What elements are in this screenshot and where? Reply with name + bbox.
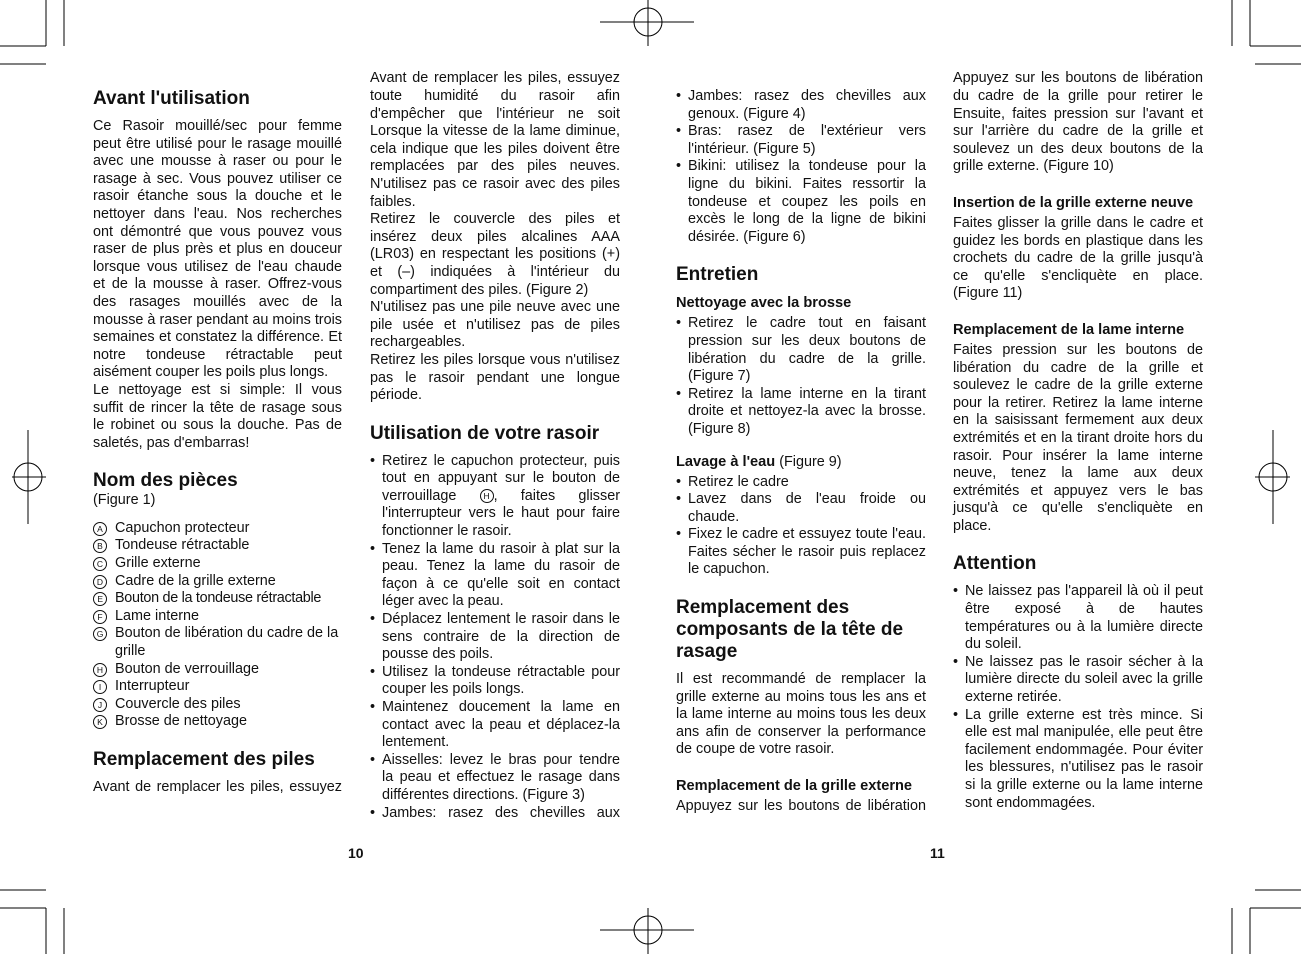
part-letter-h: H bbox=[93, 663, 107, 677]
list-item: • Aisselles: levez le bras pour tendre la peau et effectuez le rasage dans différentes directions. (Figure 3) bbox=[370, 752, 620, 805]
heading-remplacement-lame: Remplacement de la lame interne bbox=[953, 321, 1185, 338]
part-label: Bouton de verrouillage bbox=[115, 660, 260, 677]
part-item bbox=[93, 713, 342, 731]
heading-nom-pieces: Nom des pièces bbox=[93, 470, 238, 492]
column-4 bbox=[953, 70, 1203, 812]
heading-lavage-eau bbox=[676, 453, 926, 471]
list-item: • Lavez dans de l'eau froide ou chaude. bbox=[676, 491, 926, 526]
part-letter-d: D bbox=[93, 575, 107, 589]
part-item bbox=[93, 696, 342, 714]
lavage-figure-ref: (Figure 9) bbox=[775, 453, 842, 470]
list-item bbox=[370, 805, 620, 823]
list-item bbox=[370, 453, 620, 541]
heading-remplacement-composants: Remplacement des composants de la tête de rasage bbox=[676, 597, 904, 663]
utilisation-bullet-7: • Jambes: rasez des chevilles aux bbox=[382, 804, 620, 821]
parts-list bbox=[93, 520, 342, 731]
list-item: • La grille externe est très mince. Si elle est mal manipulée, elle peut être facilement endommagée. Pour éviter les blessures, n'utilisez pas le rasoir si la grille externe ou la lame interne sont endommagées. bbox=[953, 707, 1203, 813]
column-1 bbox=[93, 88, 342, 797]
part-label: Tondeuse rétractable bbox=[115, 537, 250, 554]
figure-ref-1: (Figure 1) bbox=[93, 492, 156, 509]
grille-paragraph-1-continued bbox=[953, 70, 1203, 105]
list-item: • Retirez le cadre bbox=[676, 474, 926, 492]
avant-paragraph-1: Ce Rasoir mouillé/sec pour femme peut être utilisé pour le rasage mouillé avec une mousse à raser ou pour le rasage à sec. Vous pouvez utiliser ce rasoir étanche sous la douche et le nettoyer dans l'eau. Nos recherches ont démontré que vous pouvez vous raser de plus près et plus en douceur lorsque vous utilisez de l'eau chaude et de la mousse à raser. Offrez-vous des rasages mouillés avec de la mousse à raser pendant au moins trois semaines et constatez la différence. Et notre tondeuse rétractable peut aisément couper les poils plus longs. bbox=[93, 118, 342, 381]
piles-paragraph-3: Retirez le couvercle des piles et insérez deux piles alcalines AAA (LR03) en respectant les positions (+) et (–) indiquées à l'intérieur du compartiment des piles. (Figure 2) bbox=[370, 211, 620, 298]
piles-paragraph-5: Retirez les piles lorsque vous n'utilisez pas le rasoir pendant une longue période. bbox=[370, 351, 620, 404]
part-label: Brosse de nettoyage bbox=[115, 713, 248, 730]
list-item: • Maintenez doucement la lame en contact avec la peau et déplacez-la lentement. bbox=[370, 699, 620, 752]
part-letter-k: K bbox=[93, 715, 107, 729]
utilisation-list bbox=[370, 453, 620, 822]
list-item: • Tenez la lame du rasoir à plat sur la peau. Tenez la lame du rasoir de façon à ce qu'elle soit en contact léger avec la peau. bbox=[370, 541, 620, 611]
list-item: • Bras: rasez de l'extérieur vers l'intérieur. (Figure 5) bbox=[676, 123, 926, 158]
composants-paragraph: Il est recommandé de remplacer la grille externe au moins tous les ans et la lame interne au moins tous les deux ans afin de conserver la performance de coupe de votre rasoir. bbox=[676, 671, 926, 758]
part-letter-c: C bbox=[93, 557, 107, 571]
heading-utilisation-rasoir: Utilisation de votre rasoir bbox=[370, 422, 600, 444]
lavage-list bbox=[676, 474, 926, 580]
part-item bbox=[93, 678, 342, 696]
part-label: Grille externe bbox=[115, 555, 201, 572]
list-item: • Jambes: rasez des chevilles aux genoux. (Figure 4) bbox=[676, 88, 926, 123]
utilisation-list-continued bbox=[676, 88, 926, 246]
heading-remplacement-grille: Remplacement de la grille externe bbox=[676, 778, 913, 795]
part-item bbox=[93, 590, 342, 608]
page-number-right: 11 bbox=[930, 845, 945, 861]
heading-insertion-grille: Insertion de la grille externe neuve bbox=[953, 194, 1194, 211]
utilisation-bullet-1b: , faites glisser l'interrupteur vers le haut pour faire fonctionner le rasoir. bbox=[382, 487, 620, 540]
part-label: Cadre de la grille externe bbox=[115, 572, 276, 589]
heading-attention: Attention bbox=[953, 553, 1037, 575]
list-item: • Fixez le cadre et essuyez toute l'eau. Faites sécher le rasoir puis replacez le capuchon. bbox=[676, 526, 926, 579]
list-item: • Bikini: utilisez la tondeuse pour la ligne du bikini. Faites ressortir la tondeuse et coupez les poils en excès le long de la ligne de bikini désirée. (Figure 6) bbox=[676, 158, 926, 246]
letter-h-badge: H bbox=[480, 489, 494, 503]
part-item bbox=[93, 537, 342, 555]
grille-paragraph-1: Appuyez sur les boutons de libération bbox=[676, 798, 926, 815]
column-2 bbox=[370, 70, 620, 822]
part-letter-a: A bbox=[93, 522, 107, 536]
lame-paragraph: Faites pression sur les boutons de libération du cadre de la grille et soulevez le cadre de la grille externe pour la retirer. Retirez la lame interne en la saisissant fermement aux deux extrémités et en la tirant droite hors du rasoir. Pour insérer la lame interne neuve, tenez la lame aux deux extrémités et appuyez vers le bas jusqu'à ce qu'elle s'encliquète en place. bbox=[953, 341, 1203, 534]
part-letter-i: I bbox=[93, 680, 107, 694]
part-label: Capuchon protecteur bbox=[115, 519, 250, 536]
part-item bbox=[93, 520, 342, 538]
heading-avant-utilisation: Avant l'utilisation bbox=[93, 88, 250, 109]
piles-paragraph-2: Lorsque la vitesse de la lame diminue, cela indique que les piles doivent être remplacées par des piles neuves. N'utilisez pas ce rasoir avec des piles faibles. bbox=[370, 123, 620, 210]
part-item bbox=[93, 573, 342, 591]
list-item: • Retirez la lame interne en la tirant droite et nettoyez-la avec la brosse. (Figure 8) bbox=[676, 386, 926, 439]
piles-paragraph-1-text: Avant de remplacer les piles, essuyez toute humidité du rasoir afin d'empêcher que l'intérieur ne soit bbox=[370, 70, 620, 122]
part-letter-e: E bbox=[93, 592, 107, 606]
list-item: • Retirez le cadre tout en faisant pression sur les deux boutons de libération du cadre de la grille. (Figure 7) bbox=[676, 315, 926, 385]
part-item bbox=[93, 625, 342, 660]
part-label: Lame interne bbox=[115, 607, 199, 624]
insertion-paragraph: Faites glisser la grille dans le cadre et guidez les bords en plastique dans les crochets du cadre de la grille jusqu'à ce qu'elle s'encliquète en place. (Figure 11) bbox=[953, 214, 1203, 302]
heading-remplacement-piles: Remplacement des piles bbox=[93, 749, 315, 770]
part-letter-f: F bbox=[93, 610, 107, 624]
brosse-list bbox=[676, 315, 926, 438]
part-label: Couvercle des piles bbox=[115, 695, 241, 712]
list-item: • Utilisez la tondeuse rétractable pour couper les poils longs. bbox=[370, 664, 620, 699]
part-item bbox=[93, 608, 342, 626]
part-label: Bouton de la tondeuse rétractable bbox=[115, 590, 322, 607]
piles-paragraph-1: Avant de remplacer les piles, essuyez bbox=[93, 779, 342, 795]
page-number-left: 10 bbox=[348, 845, 364, 861]
part-item bbox=[93, 661, 342, 679]
part-letter-b: B bbox=[93, 539, 107, 553]
part-item bbox=[93, 555, 342, 573]
column-3 bbox=[676, 88, 926, 816]
piles-paragraph-1-continued bbox=[370, 70, 620, 123]
part-letter-j: J bbox=[93, 698, 107, 712]
lavage-title: Lavage à l'eau bbox=[676, 453, 776, 470]
list-item: • Ne laissez pas le rasoir sécher à la lumière directe du soleil avec la grille externe retirée. bbox=[953, 654, 1203, 707]
part-label: Interrupteur bbox=[115, 678, 190, 695]
grille-paragraph-2: Ensuite, faites pression sur l'avant et sur l'arrière du cadre de la grille et soulevez un des deux boutons de la grille externe. (Figure 10) bbox=[953, 105, 1203, 175]
list-item: • Ne laissez pas l'appareil là où il peut être exposé à de hautes températures ou à la lumière directe du soleil. bbox=[953, 583, 1203, 653]
avant-paragraph-2: Le nettoyage est si simple: Il vous suffit de rincer la tête de rasage sous le robinet ou sous la douche. Pas de saletés, pas d'embarras! bbox=[93, 381, 342, 451]
piles-paragraph-4: N'utilisez pas une pile neuve avec une pile usée et n'utilisez pas de piles rechargeables. bbox=[370, 299, 620, 351]
list-item: • Déplacez lentement le rasoir dans le sens contraire de la direction de pousse des poils. bbox=[370, 611, 620, 664]
utilisation-bullet-1a: Retirez le capuchon protecteur, puis tout en appuyant sur le bouton de verrouillage bbox=[382, 452, 620, 504]
part-label: Bouton de libération du cadre de la grille bbox=[115, 625, 339, 660]
heading-nettoyage-brosse: Nettoyage avec la brosse bbox=[676, 295, 852, 312]
heading-entretien: Entretien bbox=[676, 264, 759, 286]
part-letter-g: G bbox=[93, 627, 107, 641]
grille-paragraph-1-text: Appuyez sur les boutons de libération du cadre de la grille pour retirer le bbox=[953, 70, 1203, 104]
attention-list bbox=[953, 583, 1203, 812]
